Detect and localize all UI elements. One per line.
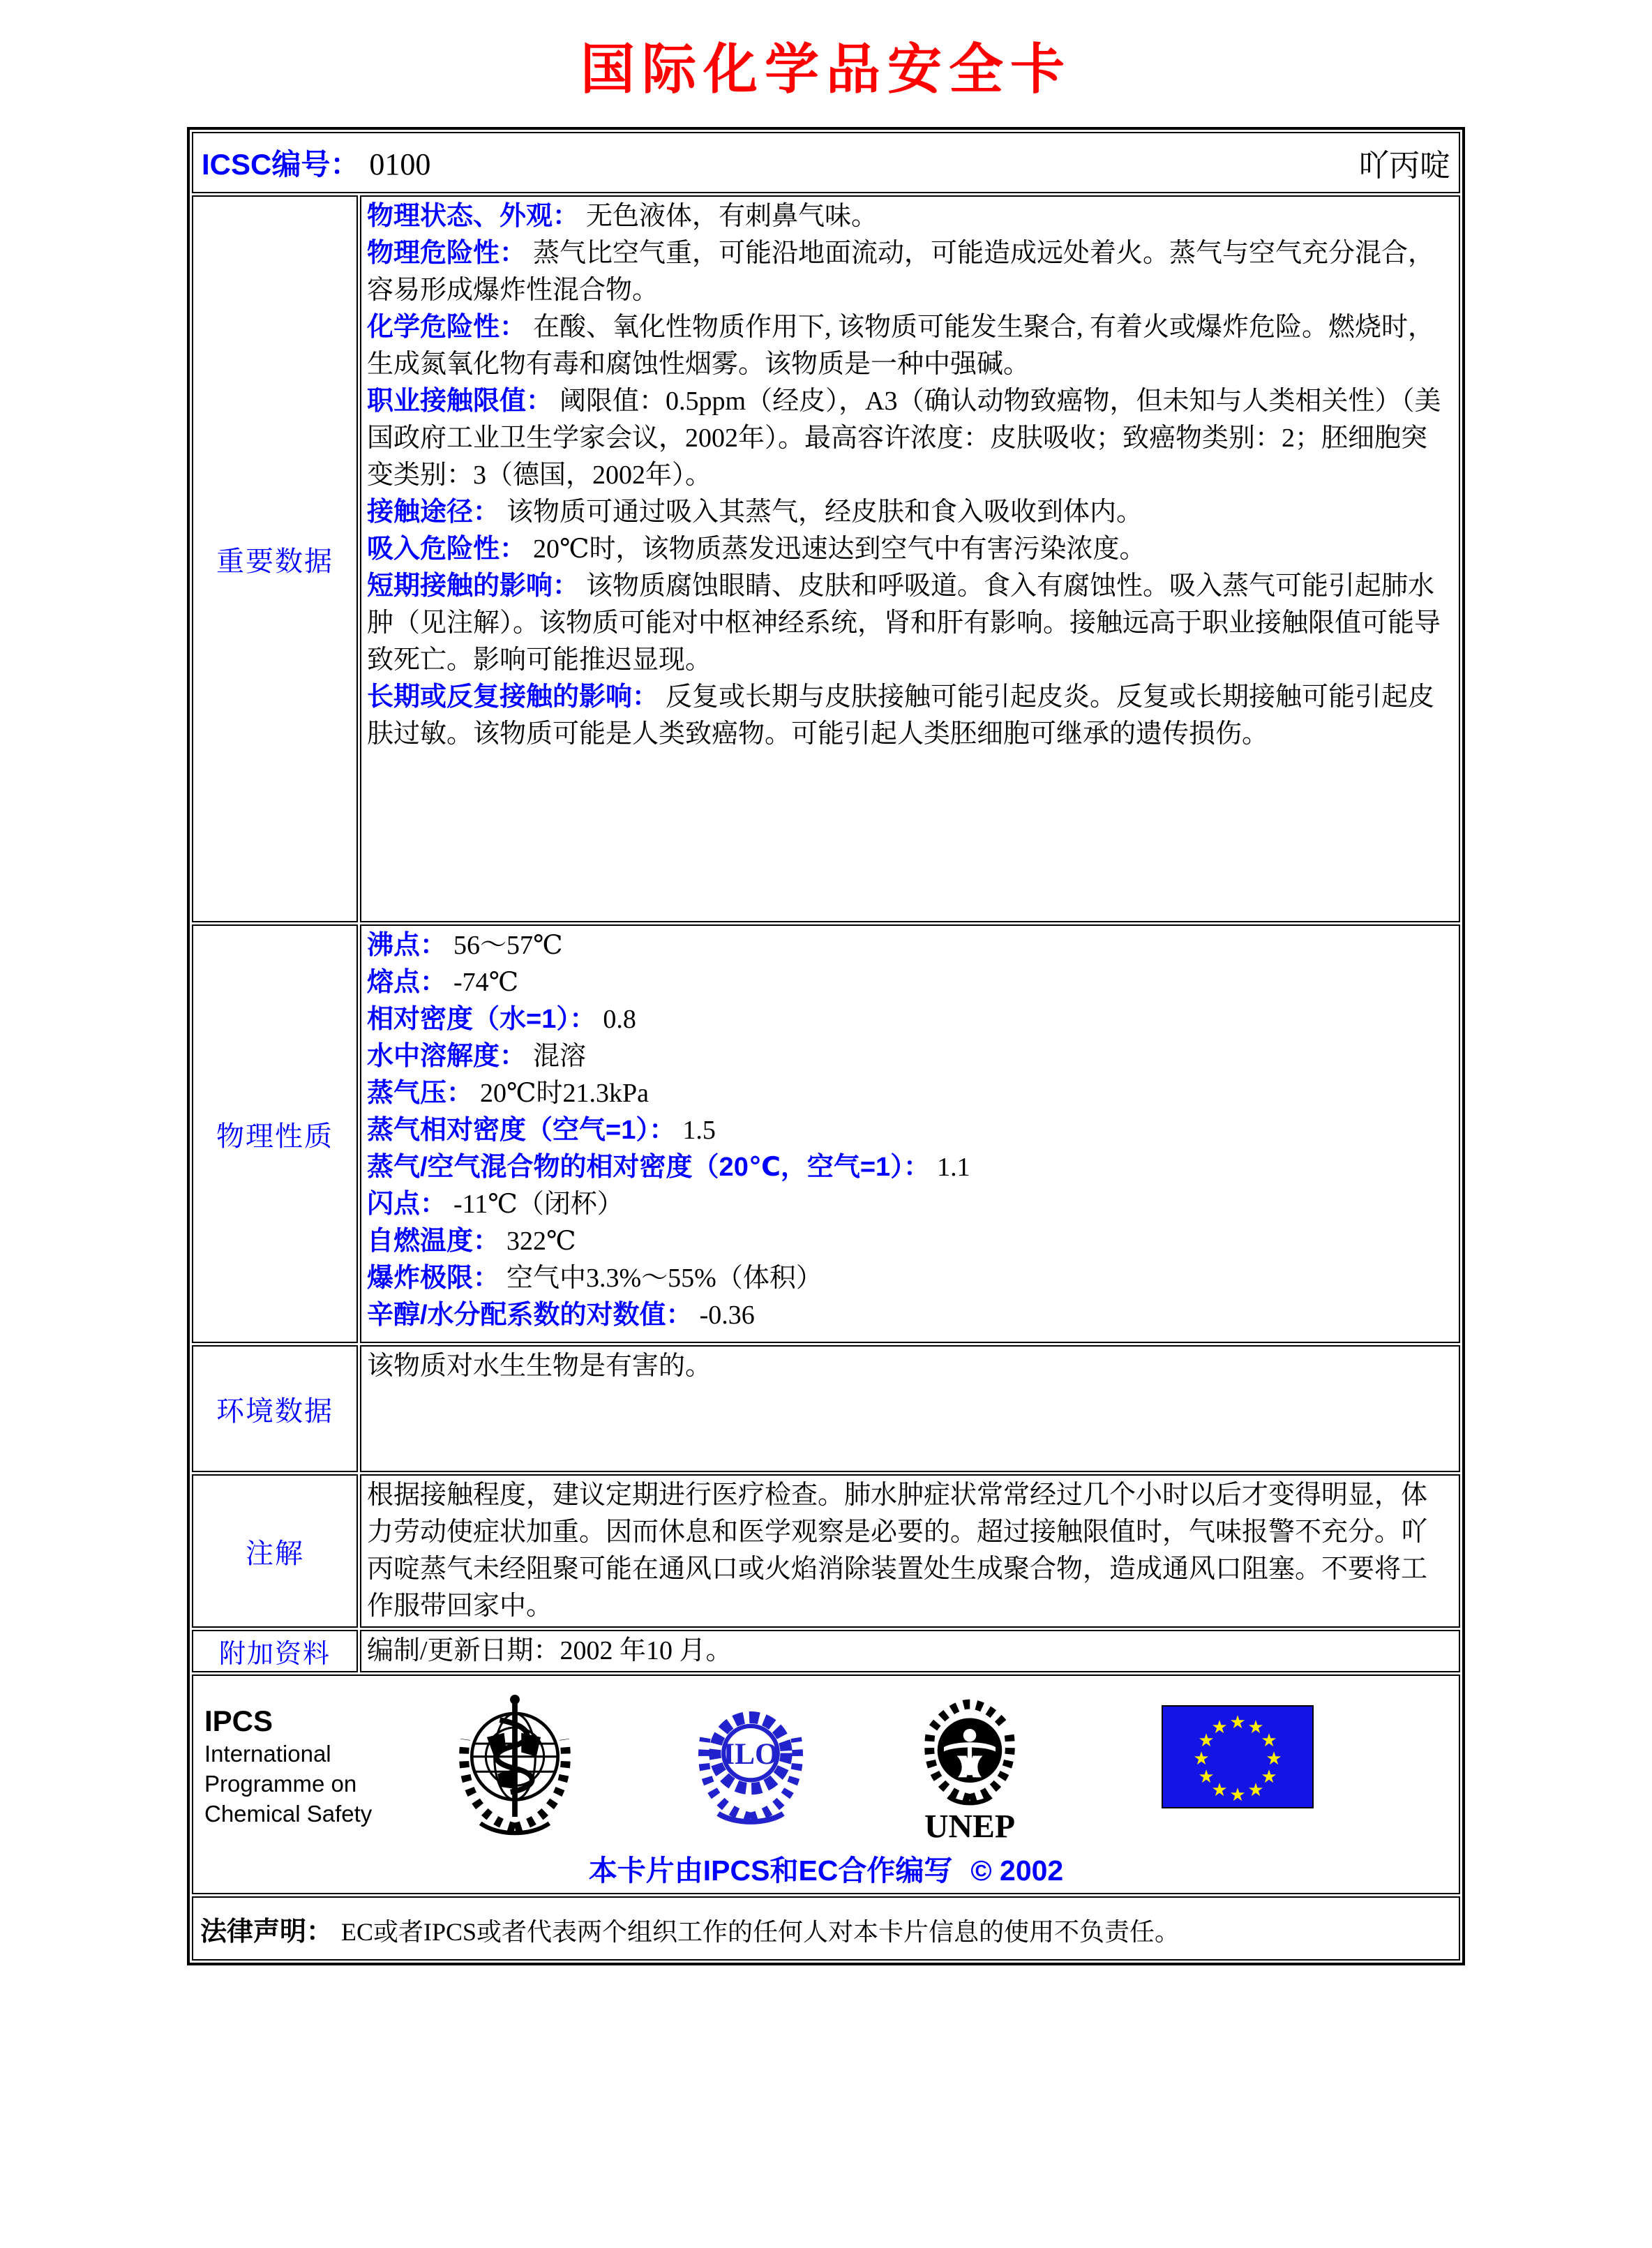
field-label: 相对密度（水=1）： bbox=[367, 1005, 596, 1034]
svg-text:★: ★ bbox=[1261, 1767, 1277, 1788]
icsc-table bbox=[187, 127, 1465, 1965]
svg-text:★: ★ bbox=[1198, 1767, 1215, 1788]
field-value: 反复或长期与皮肤接触可能引起皮炎。反复或长期接触可能引起皮肤过敏。该物质可能是人类致癌物。可能引起人类胚细胞可继承的遗传损伤。 bbox=[367, 682, 1435, 749]
prop-autoignition-temp bbox=[367, 1223, 1453, 1260]
unep-logo-icon bbox=[905, 1691, 1035, 1846]
field-exposure-routes bbox=[367, 494, 1453, 531]
important-data-content bbox=[360, 195, 1460, 922]
field-value: 56～57℃ bbox=[453, 931, 563, 960]
field-label: 吸入危险性： bbox=[367, 534, 527, 564]
field-label: 水中溶解度： bbox=[367, 1042, 527, 1071]
prop-relative-density bbox=[367, 1001, 1453, 1038]
additional-info-row bbox=[192, 1630, 1460, 1672]
additional-info-content: 编制/更新日期：2002 年10 月。 bbox=[360, 1630, 1460, 1672]
ipcs-name-line1: International bbox=[204, 1741, 331, 1767]
svg-text:★: ★ bbox=[1229, 1785, 1246, 1806]
header-cell bbox=[192, 132, 1460, 193]
field-value: 该物质腐蚀眼睛、皮肤和呼吸道。食入有腐蚀性。吸入蒸气可能引起肺水肿（见注解）。该物质可能对中枢神经系统，肾和肝有影响。接触远高于职业接触限值可能导致死亡。影响可能推迟显现。 bbox=[367, 571, 1441, 675]
legal-label: 法律声明： bbox=[200, 1917, 333, 1947]
field-value: 1.1 bbox=[937, 1153, 970, 1182]
field-label: 化学危险性： bbox=[367, 313, 527, 342]
svg-text:★: ★ bbox=[1211, 1717, 1228, 1738]
ipcs-acronym: IPCS bbox=[204, 1704, 273, 1737]
field-label: 长期或反复接触的影响： bbox=[367, 682, 659, 712]
prop-octanol-water bbox=[367, 1297, 1453, 1334]
svg-text:★: ★ bbox=[1247, 1717, 1264, 1738]
field-value: 20℃时21.3kPa bbox=[480, 1079, 649, 1108]
field-label: 短期接触的影响： bbox=[367, 571, 580, 601]
svg-text:★: ★ bbox=[1198, 1730, 1215, 1751]
field-value: 无色液体，有刺鼻气味。 bbox=[586, 202, 878, 231]
prop-boiling-point bbox=[367, 927, 1453, 964]
field-label: 辛醇/水分配系数的对数值： bbox=[367, 1301, 693, 1330]
field-value: 1.5 bbox=[682, 1116, 716, 1145]
field-label: 闪点： bbox=[367, 1190, 447, 1219]
icsc-number-value: 0100 bbox=[369, 147, 431, 181]
notes-content: 根据接触程度，建议定期进行医疗检查。肺水肿症状常常经过几个小时以后才变得明显，体力劳动使症状加重。因而休息和医学观察是必要的。超过接触限值时，气味报警不充分。吖丙啶蒸气未经阻聚可能在通风口或火焰消除装置处生成聚合物，造成通风口阻塞。不要将工作服带回家中。 bbox=[360, 1474, 1460, 1628]
svg-text:★: ★ bbox=[1247, 1780, 1264, 1801]
field-value: 空气中3.3%～55%（体积） bbox=[506, 1264, 823, 1293]
svg-text:★: ★ bbox=[1211, 1780, 1228, 1801]
header-row bbox=[192, 132, 1460, 193]
environmental-data-row bbox=[192, 1345, 1460, 1472]
ipcs-name-line2: Programme on bbox=[204, 1771, 357, 1797]
environmental-data-row-label: 环境数据 bbox=[192, 1345, 358, 1472]
ipcs-name-line3: Chemical Safety bbox=[204, 1801, 373, 1827]
svg-text:★: ★ bbox=[1193, 1748, 1210, 1769]
physical-properties-content bbox=[360, 924, 1460, 1343]
important-data-row bbox=[192, 195, 1460, 922]
field-short-term-effects bbox=[367, 568, 1453, 679]
field-label: 自燃温度： bbox=[367, 1227, 500, 1256]
credit-line bbox=[200, 1848, 1452, 1889]
prop-vapor-density bbox=[367, 1112, 1453, 1149]
field-label: 蒸气/空气混合物的相对密度（20℃，空气=1）： bbox=[367, 1153, 931, 1182]
credit-year: © 2002 bbox=[970, 1854, 1064, 1887]
field-label: 物理危险性： bbox=[367, 239, 527, 268]
unep-logo-text: UNEP bbox=[924, 1808, 1016, 1845]
svg-text:★: ★ bbox=[1261, 1730, 1277, 1751]
credit-text: 本卡片由IPCS和EC合作编写 bbox=[588, 1854, 953, 1887]
field-long-term-effects bbox=[367, 679, 1453, 753]
notes-row-label: 注解 bbox=[192, 1474, 358, 1628]
physical-properties-row-label: 物理性质 bbox=[192, 924, 358, 1343]
prop-vapor-pressure bbox=[367, 1075, 1453, 1112]
field-label: 职业接触限值： bbox=[367, 387, 553, 416]
icsc-number-group bbox=[202, 142, 430, 183]
prop-vapor-air-density bbox=[367, 1149, 1453, 1186]
physical-properties-row bbox=[192, 924, 1460, 1343]
additional-info-row-label: 附加资料 bbox=[192, 1630, 358, 1672]
important-data-row-label: 重要数据 bbox=[192, 195, 358, 922]
legal-row bbox=[192, 1896, 1460, 1961]
notes-row bbox=[192, 1474, 1460, 1628]
page-title: 国际化学品安全卡 bbox=[580, 38, 1072, 100]
legal-text: EC或者IPCS或者代表两个组织工作的任何人对本卡片信息的使用不负责任。 bbox=[341, 1917, 1180, 1946]
organizations-row bbox=[192, 1674, 1460, 1894]
field-value: 蒸气比空气重，可能沿地面流动，可能造成远处着火。蒸气与空气充分混合，容易形成爆炸性混合物。 bbox=[367, 239, 1435, 305]
ilo-logo-text: ILO bbox=[723, 1737, 779, 1771]
organizations-cell bbox=[192, 1674, 1460, 1894]
field-occupational-limits bbox=[367, 383, 1453, 494]
prop-water-solubility bbox=[367, 1038, 1453, 1075]
field-chemical-danger bbox=[367, 309, 1453, 383]
legal-cell bbox=[192, 1896, 1460, 1961]
field-label: 沸点： bbox=[367, 931, 447, 960]
svg-text:★: ★ bbox=[1266, 1748, 1282, 1769]
field-value: 在酸、氧化性物质作用下, 该物质可能发生聚合, 有着火或爆炸危险。燃烧时，生成氮氧化物有毒和腐蚀性烟雾。该物质是一种中强碱。 bbox=[367, 313, 1435, 379]
who-logo-icon bbox=[450, 1690, 580, 1841]
field-value: 322℃ bbox=[506, 1227, 576, 1256]
field-value: 该物质可通过吸入其蒸气，经皮肤和食入吸收到体内。 bbox=[506, 497, 1143, 527]
field-label: 蒸气相对密度（空气=1）： bbox=[367, 1116, 676, 1145]
field-label: 蒸气压： bbox=[367, 1079, 474, 1108]
field-value: 0.8 bbox=[603, 1005, 636, 1034]
field-value: 混溶 bbox=[533, 1042, 587, 1071]
field-value: -74℃ bbox=[453, 968, 519, 997]
field-value: 阈限值：0.5ppm（经皮），A3（确认动物致癌物，但未知与人类相关性）（美国政府工业卫生学家会议，2002年）。最高容许浓度：皮肤吸收；致癌物类别：2；胚细胞突变类别：3（德国，2002年）。 bbox=[367, 387, 1441, 490]
eu-flag-icon bbox=[1162, 1705, 1314, 1808]
chemical-name: 吖丙啶 bbox=[1358, 149, 1450, 183]
field-physical-danger bbox=[367, 235, 1453, 309]
field-label: 爆炸极限： bbox=[367, 1264, 500, 1293]
field-value: -0.36 bbox=[699, 1301, 755, 1330]
prop-melting-point bbox=[367, 964, 1453, 1001]
icsc-number-label: ICSC编号： bbox=[202, 148, 360, 181]
icsc-card-page bbox=[187, 0, 1465, 1965]
environmental-data-content: 该物质对水生生物是有害的。 bbox=[360, 1345, 1460, 1472]
field-label: 物理状态、外观： bbox=[367, 202, 580, 231]
prop-flash-point bbox=[367, 1186, 1453, 1223]
field-value: 20℃时，该物质蒸发迅速达到空气中有害污染浓度。 bbox=[533, 534, 1146, 564]
ilo-logo-icon bbox=[686, 1697, 816, 1827]
field-value: -11℃（闭杯） bbox=[453, 1190, 624, 1219]
field-inhalation-risk bbox=[367, 531, 1453, 568]
field-label: 接触途径： bbox=[367, 497, 500, 527]
field-physical-state bbox=[367, 198, 1453, 235]
ipcs-text-block bbox=[200, 1680, 446, 1829]
field-label: 熔点： bbox=[367, 968, 447, 997]
prop-explosive-limits bbox=[367, 1260, 1453, 1297]
svg-text:★: ★ bbox=[1229, 1712, 1246, 1733]
